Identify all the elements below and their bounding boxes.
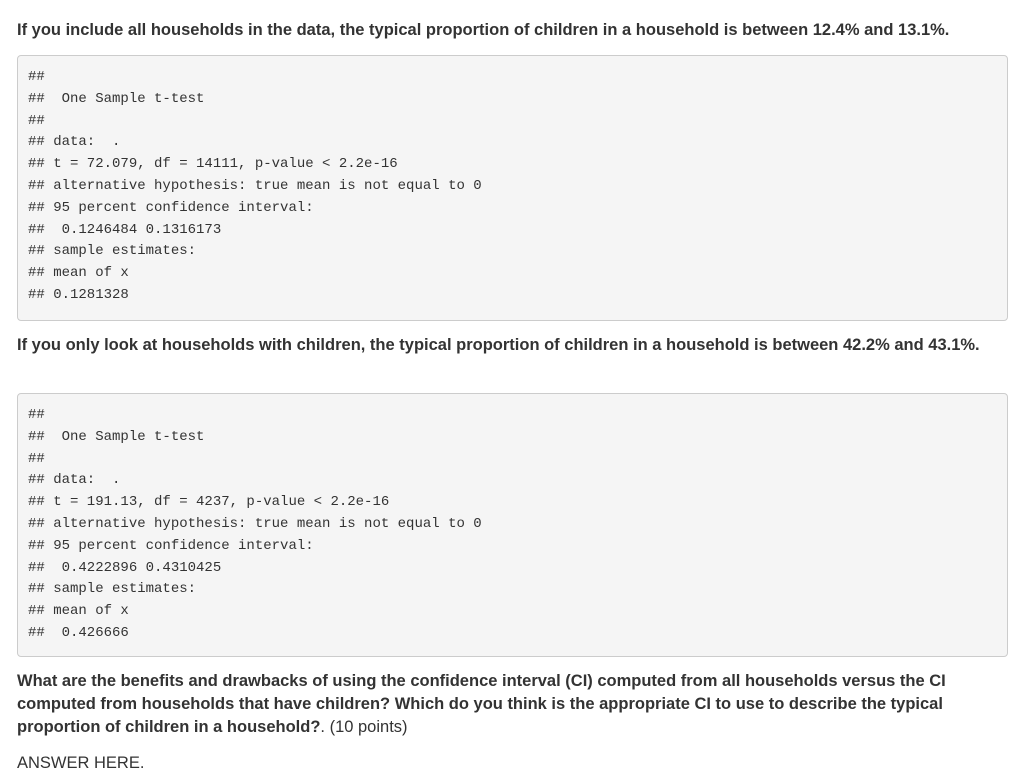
code-line: ## mean of x [28,603,129,620]
code-line: ## [28,407,45,423]
code-line: ## [28,112,45,129]
question-points: . (10 points) [320,718,408,736]
code-line: ## alternative hypothesis: true mean is not equal to 0 [28,177,482,194]
code-line: ## data: . [28,472,121,489]
code-line: ## [28,69,45,85]
question-prompt [17,670,1010,739]
code-line: ## sample estimates: [28,243,197,260]
code-line: ## t = 72.079, df = 14111, p-value < 2.2e-16 [28,156,398,173]
code-line: ## [28,450,45,467]
code-line: ## sample estimates: [28,581,197,598]
code-line: ## One Sample t-test [28,428,205,445]
code-line: ## 0.1281328 [28,286,129,303]
code-line: ## t = 191.13, df = 4237, p-value < 2.2e-16 [28,494,390,511]
code-line: ## mean of x [28,265,129,282]
intro-all-households: If you include all households in the data, the typical proportion of children in a household is between 12.4% and 13.1%. [17,21,950,39]
code-line: ## 95 percent confidence interval: [28,537,314,554]
code-line: ## 0.1246484 0.1316173 [28,221,222,238]
code-line: ## alternative hypothesis: true mean is not equal to 0 [28,515,482,532]
code-line: ## One Sample t-test [28,90,205,107]
intro-households-with-children: If you only look at households with children, the typical proportion of children in a household is between 42.2% and 43.1%. [17,336,980,354]
code-line: ## 95 percent confidence interval: [28,199,314,216]
code-line: ## 0.4222896 0.4310425 [28,559,222,576]
answer-placeholder[interactable]: ANSWER HERE. [17,754,145,772]
code-output-households-with-children [17,393,1008,657]
code-output-all-households [17,55,1008,321]
code-line: ## 0.426666 [28,624,129,641]
question-text: What are the benefits and drawbacks of using the confidence interval (CI) computed from all households versus the CI computed from households that have children? Which do you think is the appropriate CI to use to describe the typical proportion of children in a household? [17,672,946,736]
code-line: ## data: . [28,134,121,151]
